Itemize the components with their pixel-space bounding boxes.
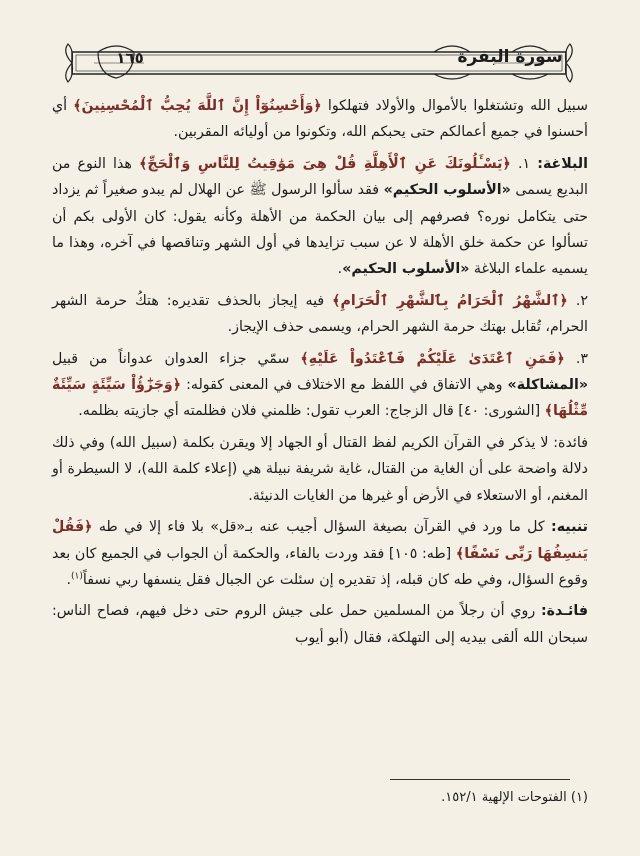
section-label: البلاغة: xyxy=(537,155,588,172)
paragraph-balagha xyxy=(52,151,588,283)
paragraph-3 xyxy=(52,346,588,425)
paragraph-faida-2 xyxy=(52,598,588,651)
text-run: . xyxy=(66,571,71,588)
text-run: . xyxy=(337,261,343,278)
term: «الأسلوب الحكيم» xyxy=(342,261,470,278)
surah-title: سورة البقرة xyxy=(457,47,563,67)
quran-verse: ﴿فَمَنِ ٱعْتَدَىٰ عَلَيْكُمْ فَٱعْتَدُواْ عَلَيْهِ﴾ xyxy=(300,350,565,367)
text-run: سبيل الله وتشتغلوا بالأموال والأولاد فتهلكوا xyxy=(321,98,588,114)
footnote: (١) الفتوحات الإلهية ١٥٢/١. xyxy=(441,790,588,805)
text-run: [طه: ١٠٥] فقد وردت بالفاء، والحكمة أن الجواب في الجميع كان بعد وقوع السؤال، وفي طه كان قبله، إذ تقديره إن سئلت عن الجبال فقل ينسفها ربي نسفاً xyxy=(52,545,588,588)
text-run: ٣. xyxy=(564,350,589,367)
quran-verse: ﴿وَجَزَٰٓؤُاْ سَيِّئَةٍ سَيِّئَةٌ مِّثْلُهَا﴾ xyxy=(52,377,588,420)
section-label: فائـدة: xyxy=(540,603,588,620)
quran-verse: ﴿ٱلشَّهْرُ ٱلْحَرَامُ بِٱلشَّهْرِ ٱلْحَرَامِ﴾ xyxy=(332,292,568,309)
paragraph-2 xyxy=(52,288,588,341)
page-number: ١٦٥ xyxy=(116,49,144,67)
page-body xyxy=(52,93,588,651)
text-run: هذا النوع من البديع يسمى xyxy=(52,155,588,199)
footnote-divider xyxy=(390,779,570,780)
paragraph-faida-1: فائدة: لا يذكر في القرآن الكريم لفظ القتال أو الجهاد إلا ويقرن بكلمة (سبيل الله) وفي ذلك دلالة واضحة على أن الغاية من القتال، غاية شريفة نبيلة هي (إعلاء كلمة الله)، لا السيطرة أو المغنم، أو الاستعلاء في الأرض أو غيرها من الغايات الدنيئة. xyxy=(52,434,588,504)
quran-verse: ﴿فَقُلْ يَنسِفُهَا رَبِّى نَسْفًا﴾ xyxy=(52,519,588,562)
text-run: فقد سألوا الرسول ﷺ عن الهلال لم يبدو صغيراً ثم يزداد حتى يتكامل نوره؟ فصرفهم إلى بيان الحكمة من الأهلة وكأنه يقول: كان الأولى بكم أن تسألوا عن حكمة خلق الأهلة لا عن سبب تزايدها في أول الشهر وتناقصها في آخره، وهذا ما يسميه علماء البلاغة xyxy=(52,182,588,278)
text-run: سمّي جزاء العدوان عدواناً من قبيل xyxy=(52,350,301,367)
footnote-ref: (١) xyxy=(71,571,83,582)
paragraph-tanbih xyxy=(52,514,588,593)
quran-verse: ﴿وَأَحْسِنُوٓاْ إِنَّ ٱللَّهَ يُحِبُّ ٱلْمُحْسِنِينَ﴾ xyxy=(73,98,322,114)
text-run: وهي الاتفاق في اللفظ مع الاختلاف في المعنى كقوله: xyxy=(181,377,508,394)
text-run: فيه إيجاز بالحذف تقديره: هتكُ حرمة الشهر الحرام، تُقابل بهتك حرمة الشهر الحرام، ويسمى حذف الإيجاز. xyxy=(52,292,588,336)
text-run: أي أحسنوا في جميع أعمالكم حتى يحبكم الله، وتكونوا من أوليائه المقربين. xyxy=(52,98,588,141)
text-run: كل ما ورد في القرآن بصيغة السؤال أجيب عنه بـ«قل» بلا فاء إلا في طه xyxy=(92,519,552,536)
quran-verse: ﴿يَسْـَٔلُونَكَ عَنِ ٱلْأَهِلَّةِ قُلْ هِىَ مَوَٰقِيتُ لِلنَّاسِ وَٱلْحَجِّ﴾ xyxy=(139,155,511,172)
text-run: ١. xyxy=(510,155,538,172)
term: «الأسلوب الحكيم» xyxy=(383,182,511,199)
paragraph-1 xyxy=(52,93,588,146)
text-run: ٢. xyxy=(567,292,588,309)
text-run: روي أن رجلاً من المسلمين حمل على جيش الروم حتى دخل فيهم، فصاح الناس: سبحان الله ألقى بيديه إلى التهلكة، فقال (أبو أيوب xyxy=(52,603,588,646)
section-label: تنبيه: xyxy=(551,519,588,536)
text-run: [الشورى: ٤٠] قال الزجاج: العرب تقول: ظلمني فلان فظلمته أي جازيته بظلمه. xyxy=(78,403,545,420)
term: «المشاكلة» xyxy=(507,377,588,394)
